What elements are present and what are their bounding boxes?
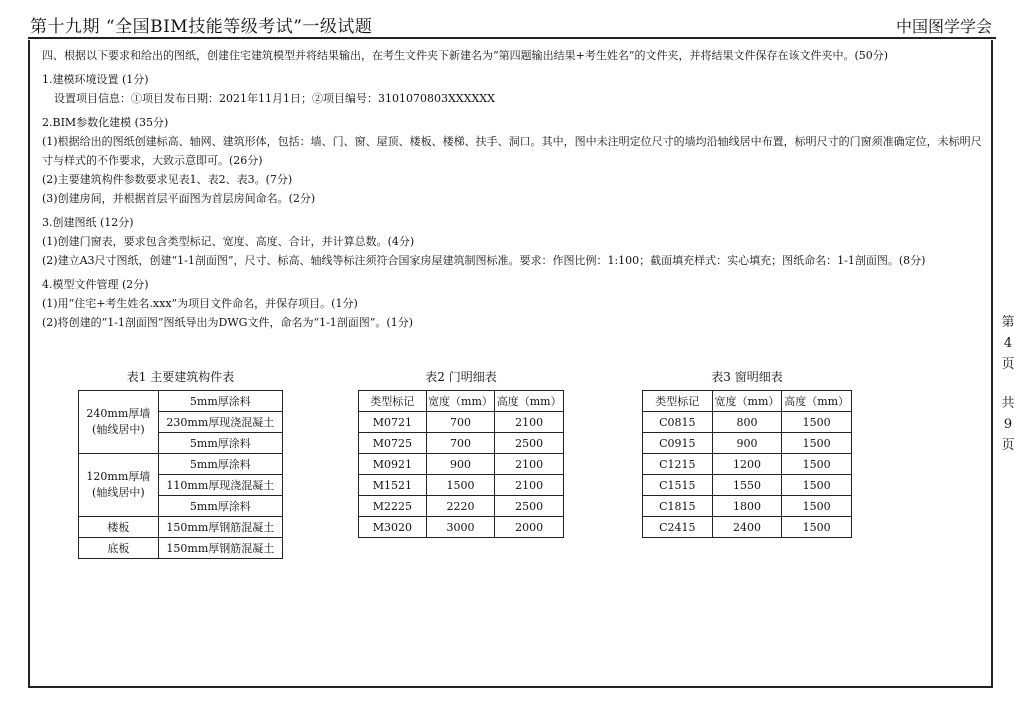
table-cell: 5mm厚涂料 xyxy=(158,391,282,412)
table-cell: M0721 xyxy=(359,412,427,433)
table-cell: 1500 xyxy=(782,475,852,496)
table-cell: C2415 xyxy=(643,517,713,538)
section-4-item-1: (1)用“住宅+考生姓名.xxx”为项目文件命名，并保存项目。(1分) xyxy=(42,297,358,310)
table-row xyxy=(79,391,283,412)
table-cell: 230mm厚现浇混凝土 xyxy=(158,412,282,433)
organization-name: 中国图学学会 xyxy=(895,17,992,36)
table-row xyxy=(359,433,564,454)
table-cell: 1500 xyxy=(782,454,852,475)
section-2-title: 2.BIM参数化建模 (35分) xyxy=(42,116,169,129)
table-cell: 110mm厚现浇混凝土 xyxy=(158,475,282,496)
page-total-number: 9 xyxy=(1003,417,1013,432)
table2-title: 表2 门明细表 xyxy=(425,370,497,384)
table-header-cell: 宽度（mm） xyxy=(712,391,782,412)
table-cell: 2500 xyxy=(495,496,564,517)
table-cell: 2100 xyxy=(495,454,564,475)
table-cell: 2220 xyxy=(426,496,495,517)
table-row xyxy=(643,496,852,517)
table2-doors xyxy=(358,390,564,538)
section-3-item-1: (1)创建门窗表，要求包含类型标记、宽度、高度、合计，并计算总数。(4分) xyxy=(42,235,415,248)
table-cell: 2100 xyxy=(495,412,564,433)
table-cell: 700 xyxy=(426,433,495,454)
table1-floor-label: 楼板 xyxy=(79,517,159,538)
table-cell: C1215 xyxy=(643,454,713,475)
table-row xyxy=(79,538,283,559)
table-cell: 1500 xyxy=(782,496,852,517)
table-header-cell: 类型标记 xyxy=(643,391,713,412)
table-cell: 1550 xyxy=(712,475,782,496)
table-cell: 1500 xyxy=(782,517,852,538)
table-row xyxy=(359,475,564,496)
table-cell: 2000 xyxy=(495,517,564,538)
table-header-row xyxy=(643,391,852,412)
table-row xyxy=(643,475,852,496)
table-cell: 1500 xyxy=(782,412,852,433)
table-cell: M0725 xyxy=(359,433,427,454)
section-2-item-1: (1)根据给出的图纸创建标高、轴网、建筑形体，包括：墙、门、窗、屋顶、楼板、楼梯、扶手、洞口。其中，图中未注明定位尺寸的墙均沿轴线居中布置，标明尺寸的门窗须准确定位，未标明尺寸与样式的不作要求，大致示意即可。(26分) xyxy=(42,135,982,167)
table-cell: 2400 xyxy=(712,517,782,538)
table-cell: 800 xyxy=(712,412,782,433)
section-1-item-1: 设置项目信息：①项目发布日期：2021年11月1日；②项目编号：3101070803XXXXXX xyxy=(54,92,495,105)
table-row xyxy=(79,517,283,538)
table-cell: 900 xyxy=(712,433,782,454)
table-cell: 1500 xyxy=(426,475,495,496)
table-cell: 3000 xyxy=(426,517,495,538)
page-current-unit: 页 xyxy=(1001,357,1015,372)
section-3-item-2: (2)建立A3尺寸图纸，创建“1-1剖面图”，尺寸、标高、轴线等标注须符合国家房屋建筑制图标准。要求：作图比例：1:100；截面填充样式：实心填充；图纸命名：1-1剖面图。(8分) xyxy=(42,254,926,267)
table-row xyxy=(359,496,564,517)
table-cell: M2225 xyxy=(359,496,427,517)
question-intro: 四、根据以下要求和给出的图纸，创建住宅建筑模型并将结果输出，在考生文件夹下新建名为“第四题输出结果+考生姓名”的文件夹，并将结果文件保存在该文件夹中。(50分) xyxy=(42,49,889,62)
page-current-indicator xyxy=(1000,312,1016,375)
table-cell: 5mm厚涂料 xyxy=(158,496,282,517)
table-row xyxy=(643,517,852,538)
table1-components xyxy=(78,390,283,559)
table-cell: C1515 xyxy=(643,475,713,496)
table-row xyxy=(359,412,564,433)
page-total-indicator xyxy=(1000,393,1016,456)
table-header-row xyxy=(359,391,564,412)
table-row xyxy=(359,454,564,475)
table-cell: C0815 xyxy=(643,412,713,433)
table-cell: 5mm厚涂料 xyxy=(158,433,282,454)
table-header-cell: 类型标记 xyxy=(359,391,427,412)
table3-windows xyxy=(642,390,852,538)
table3-title: 表3 窗明细表 xyxy=(711,370,783,384)
section-4-item-2: (2)将创建的“1-1剖面图”图纸导出为DWG文件，命名为“1-1剖面图”。(1分) xyxy=(42,316,413,329)
table-cell: 1200 xyxy=(712,454,782,475)
table1-base-label: 底板 xyxy=(79,538,159,559)
table-row xyxy=(359,517,564,538)
table-cell: 2100 xyxy=(495,475,564,496)
page-total-unit: 页 xyxy=(1001,438,1015,453)
table-row xyxy=(643,454,852,475)
table-header-cell: 高度（mm） xyxy=(495,391,564,412)
table-row xyxy=(643,412,852,433)
table1-title: 表1 主要建筑构件表 xyxy=(126,370,235,384)
section-2-item-2: (2)主要建筑构件参数要求见表1、表2、表3。(7分) xyxy=(42,173,293,186)
table-row xyxy=(643,433,852,454)
table-row xyxy=(79,454,283,475)
table-header-cell: 高度（mm） xyxy=(782,391,852,412)
table-cell: 900 xyxy=(426,454,495,475)
table-cell: M0921 xyxy=(359,454,427,475)
section-4-title: 4.模型文件管理 (2分) xyxy=(42,278,149,291)
table-cell: C1815 xyxy=(643,496,713,517)
table-cell: M3020 xyxy=(359,517,427,538)
table-cell: 5mm厚涂料 xyxy=(158,454,282,475)
page-current-char: 第 xyxy=(1001,315,1015,330)
table-cell: 1800 xyxy=(712,496,782,517)
table-cell: 700 xyxy=(426,412,495,433)
page-total-char: 共 xyxy=(1001,396,1015,411)
section-1-title: 1.建模环境设置 (1分) xyxy=(42,73,149,86)
table1-wall240-label: 240mm厚墙(轴线居中) xyxy=(79,391,159,454)
question-body xyxy=(42,46,982,332)
table-cell: 1500 xyxy=(782,433,852,454)
table-cell: 150mm厚钢筋混凝土 xyxy=(158,517,282,538)
table-cell: 2500 xyxy=(495,433,564,454)
section-3-title: 3.创建图纸 (12分) xyxy=(42,216,134,229)
header-divider xyxy=(28,37,996,39)
section-2-item-3: (3)创建房间，并根据首层平面图为首层房间命名。(2分) xyxy=(42,192,316,205)
page-current-number: 4 xyxy=(1003,336,1013,351)
table1-wall120-label: 120mm厚墙(轴线居中) xyxy=(79,454,159,517)
table-cell: C0915 xyxy=(643,433,713,454)
table-cell: 150mm厚钢筋混凝土 xyxy=(158,538,282,559)
table-cell: M1521 xyxy=(359,475,427,496)
exam-title: 第十九期 “全国BIM技能等级考试”一级试题 xyxy=(30,17,373,37)
table-header-cell: 宽度（mm） xyxy=(426,391,495,412)
